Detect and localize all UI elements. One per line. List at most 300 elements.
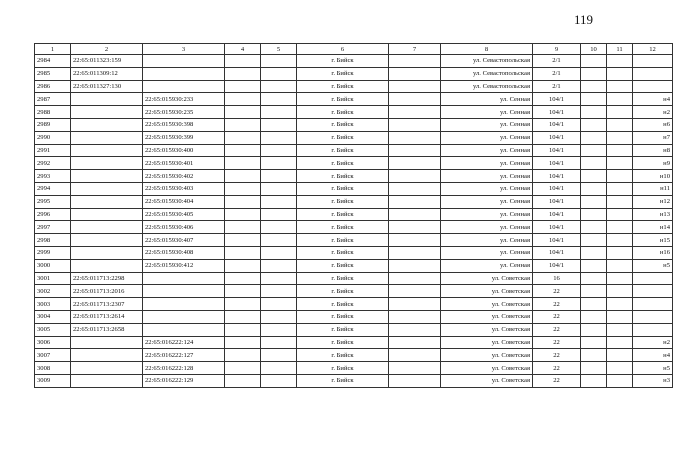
cadastral-number-premises: 22:65:015930:400 xyxy=(143,144,225,157)
table-row xyxy=(35,272,673,285)
room-number-cell xyxy=(633,55,673,68)
house-number-cell: 104/1 xyxy=(533,157,581,170)
cadastral-number-land xyxy=(71,259,143,272)
street-cell: ул. Сенная xyxy=(441,157,533,170)
row-number: 3009 xyxy=(35,374,71,387)
row-number: 2986 xyxy=(35,80,71,93)
cell-col-10 xyxy=(581,310,607,323)
cell-col-5 xyxy=(261,106,297,119)
cell-col-7 xyxy=(389,182,441,195)
cadastral-number-premises xyxy=(143,55,225,68)
city-cell: г. Бийск xyxy=(297,182,389,195)
city-cell: г. Бийск xyxy=(297,67,389,80)
table-row xyxy=(35,336,673,349)
house-number-cell: 22 xyxy=(533,310,581,323)
room-number-cell: н2 xyxy=(633,336,673,349)
cell-col-11 xyxy=(607,336,633,349)
house-number-cell: 104/1 xyxy=(533,106,581,119)
city-cell: г. Бийск xyxy=(297,246,389,259)
row-number: 3007 xyxy=(35,349,71,362)
cadastral-number-land xyxy=(71,93,143,106)
table-row xyxy=(35,323,673,336)
cell-col-10 xyxy=(581,157,607,170)
house-number-cell: 104/1 xyxy=(533,131,581,144)
street-cell: ул. Сенная xyxy=(441,208,533,221)
cell-col-10 xyxy=(581,144,607,157)
cell-col-5 xyxy=(261,285,297,298)
cadastral-number-land: 22:65:011327:130 xyxy=(71,80,143,93)
city-cell: г. Бийск xyxy=(297,157,389,170)
cadastral-number-premises: 22:65:015930:403 xyxy=(143,182,225,195)
cell-col-10 xyxy=(581,182,607,195)
cadastral-number-premises: 22:65:015930:406 xyxy=(143,221,225,234)
street-cell: ул. Сенная xyxy=(441,195,533,208)
cell-col-11 xyxy=(607,208,633,221)
cell-col-4 xyxy=(225,349,261,362)
table-row xyxy=(35,374,673,387)
cadastral-number-land xyxy=(71,374,143,387)
cell-col-10 xyxy=(581,234,607,247)
cadastral-number-land xyxy=(71,221,143,234)
street-cell: ул. Сенная xyxy=(441,144,533,157)
cadastral-number-premises xyxy=(143,310,225,323)
cell-col-5 xyxy=(261,208,297,221)
cell-col-11 xyxy=(607,144,633,157)
cadastral-number-premises xyxy=(143,298,225,311)
cell-col-7 xyxy=(389,323,441,336)
city-cell: г. Бийск xyxy=(297,80,389,93)
table-row xyxy=(35,221,673,234)
cadastral-number-land: 22:65:011713:2658 xyxy=(71,323,143,336)
house-number-cell: 22 xyxy=(533,298,581,311)
cell-col-4 xyxy=(225,362,261,375)
cadastral-number-land xyxy=(71,170,143,183)
city-cell: г. Бийск xyxy=(297,310,389,323)
column-header: 7 xyxy=(389,44,441,55)
cell-col-4 xyxy=(225,298,261,311)
cell-col-7 xyxy=(389,272,441,285)
room-number-cell: н6 xyxy=(633,118,673,131)
table-row xyxy=(35,157,673,170)
cell-col-7 xyxy=(389,374,441,387)
street-cell: ул. Советская xyxy=(441,362,533,375)
cadastral-number-premises: 22:65:015930:412 xyxy=(143,259,225,272)
cell-col-7 xyxy=(389,131,441,144)
house-number-cell: 104/1 xyxy=(533,195,581,208)
table-row xyxy=(35,208,673,221)
cell-col-5 xyxy=(261,259,297,272)
room-number-cell xyxy=(633,310,673,323)
cell-col-4 xyxy=(225,106,261,119)
cell-col-7 xyxy=(389,259,441,272)
cell-col-11 xyxy=(607,182,633,195)
cadastral-number-land xyxy=(71,349,143,362)
row-number: 2999 xyxy=(35,246,71,259)
room-number-cell: н4 xyxy=(633,93,673,106)
cell-col-4 xyxy=(225,374,261,387)
cell-col-4 xyxy=(225,221,261,234)
cell-col-5 xyxy=(261,298,297,311)
city-cell: г. Бийск xyxy=(297,106,389,119)
street-cell: ул. Советская xyxy=(441,272,533,285)
cadastral-number-land xyxy=(71,234,143,247)
cell-col-10 xyxy=(581,106,607,119)
row-number: 2995 xyxy=(35,195,71,208)
cadastral-number-land: 22:65:011713:2307 xyxy=(71,298,143,311)
cadastral-number-premises: 22:65:015930:233 xyxy=(143,93,225,106)
table-row xyxy=(35,182,673,195)
cadastral-number-land xyxy=(71,106,143,119)
cell-col-11 xyxy=(607,106,633,119)
row-number: 3000 xyxy=(35,259,71,272)
cell-col-5 xyxy=(261,336,297,349)
street-cell: ул. Сенная xyxy=(441,118,533,131)
cadastral-number-land xyxy=(71,246,143,259)
street-cell: ул. Советская xyxy=(441,285,533,298)
cell-col-7 xyxy=(389,55,441,68)
city-cell: г. Бийск xyxy=(297,336,389,349)
cadastral-number-premises xyxy=(143,272,225,285)
cell-col-4 xyxy=(225,93,261,106)
room-number-cell xyxy=(633,272,673,285)
cell-col-4 xyxy=(225,310,261,323)
room-number-cell: н14 xyxy=(633,221,673,234)
cell-col-7 xyxy=(389,246,441,259)
cell-col-11 xyxy=(607,374,633,387)
table-row xyxy=(35,55,673,68)
cell-col-4 xyxy=(225,195,261,208)
cadastral-number-land xyxy=(71,336,143,349)
column-header: 3 xyxy=(143,44,225,55)
house-number-cell: 104/1 xyxy=(533,93,581,106)
cell-col-10 xyxy=(581,118,607,131)
room-number-cell: н9 xyxy=(633,157,673,170)
house-number-cell: 104/1 xyxy=(533,221,581,234)
row-number: 3006 xyxy=(35,336,71,349)
city-cell: г. Бийск xyxy=(297,285,389,298)
room-number-cell: н15 xyxy=(633,234,673,247)
street-cell: ул. Сенная xyxy=(441,131,533,144)
column-header: 2 xyxy=(71,44,143,55)
cell-col-4 xyxy=(225,336,261,349)
city-cell: г. Бийск xyxy=(297,131,389,144)
cell-col-7 xyxy=(389,349,441,362)
city-cell: г. Бийск xyxy=(297,374,389,387)
cell-col-4 xyxy=(225,259,261,272)
cell-col-11 xyxy=(607,170,633,183)
table-row xyxy=(35,310,673,323)
house-number-cell: 2/1 xyxy=(533,55,581,68)
city-cell: г. Бийск xyxy=(297,234,389,247)
cell-col-5 xyxy=(261,374,297,387)
cell-col-5 xyxy=(261,80,297,93)
cadastral-number-land: 22:65:011713:2016 xyxy=(71,285,143,298)
street-cell: ул. Сенная xyxy=(441,182,533,195)
house-number-cell: 16 xyxy=(533,272,581,285)
street-cell: ул. Советская xyxy=(441,374,533,387)
room-number-cell: н4 xyxy=(633,349,673,362)
cell-col-5 xyxy=(261,323,297,336)
cell-col-5 xyxy=(261,144,297,157)
table-row xyxy=(35,131,673,144)
cell-col-5 xyxy=(261,67,297,80)
cell-col-7 xyxy=(389,234,441,247)
table-row xyxy=(35,234,673,247)
table-row xyxy=(35,106,673,119)
row-number: 2992 xyxy=(35,157,71,170)
row-number: 2996 xyxy=(35,208,71,221)
city-cell: г. Бийск xyxy=(297,208,389,221)
city-cell: г. Бийск xyxy=(297,55,389,68)
street-cell: ул. Сенная xyxy=(441,259,533,272)
cell-col-10 xyxy=(581,55,607,68)
room-number-cell: н13 xyxy=(633,208,673,221)
row-number: 2985 xyxy=(35,67,71,80)
cell-col-5 xyxy=(261,131,297,144)
cadastral-number-premises: 22:65:015930:399 xyxy=(143,131,225,144)
cadastral-number-land: 22:65:011713:2614 xyxy=(71,310,143,323)
city-cell: г. Бийск xyxy=(297,272,389,285)
cell-col-4 xyxy=(225,246,261,259)
cadastral-number-land: 22:65:011323:159 xyxy=(71,55,143,68)
cell-col-4 xyxy=(225,285,261,298)
cell-col-5 xyxy=(261,118,297,131)
column-header: 4 xyxy=(225,44,261,55)
cell-col-5 xyxy=(261,362,297,375)
cell-col-10 xyxy=(581,323,607,336)
cell-col-7 xyxy=(389,118,441,131)
table-row xyxy=(35,93,673,106)
cell-col-4 xyxy=(225,208,261,221)
cell-col-4 xyxy=(225,170,261,183)
street-cell: ул. Советская xyxy=(441,310,533,323)
cell-col-5 xyxy=(261,349,297,362)
cadastral-number-land xyxy=(71,208,143,221)
cell-col-10 xyxy=(581,349,607,362)
cell-col-10 xyxy=(581,221,607,234)
cell-col-5 xyxy=(261,157,297,170)
room-number-cell: н5 xyxy=(633,362,673,375)
cell-col-7 xyxy=(389,157,441,170)
table-row xyxy=(35,80,673,93)
street-cell: ул. Советская xyxy=(441,349,533,362)
cadastral-number-premises: 22:65:016222:124 xyxy=(143,336,225,349)
cadastral-number-land xyxy=(71,157,143,170)
cell-col-4 xyxy=(225,182,261,195)
table-row xyxy=(35,195,673,208)
cell-col-4 xyxy=(225,55,261,68)
cell-col-4 xyxy=(225,323,261,336)
cell-col-4 xyxy=(225,131,261,144)
cell-col-4 xyxy=(225,118,261,131)
column-number-header xyxy=(35,44,673,55)
house-number-cell: 104/1 xyxy=(533,144,581,157)
street-cell: ул. Севастопольская xyxy=(441,80,533,93)
room-number-cell: н7 xyxy=(633,131,673,144)
cadastral-number-premises: 22:65:015930:235 xyxy=(143,106,225,119)
house-number-cell: 22 xyxy=(533,323,581,336)
cell-col-11 xyxy=(607,67,633,80)
column-header: 11 xyxy=(607,44,633,55)
room-number-cell: н2 xyxy=(633,106,673,119)
cadastral-number-premises: 22:65:016222:128 xyxy=(143,362,225,375)
column-header: 10 xyxy=(581,44,607,55)
house-number-cell: 104/1 xyxy=(533,170,581,183)
cell-col-10 xyxy=(581,67,607,80)
room-number-cell: н12 xyxy=(633,195,673,208)
row-number: 2991 xyxy=(35,144,71,157)
cell-col-10 xyxy=(581,80,607,93)
street-cell: ул. Сенная xyxy=(441,106,533,119)
cell-col-10 xyxy=(581,272,607,285)
cadastral-number-premises: 22:65:015930:408 xyxy=(143,246,225,259)
cell-col-11 xyxy=(607,157,633,170)
cell-col-7 xyxy=(389,221,441,234)
street-cell: ул. Сенная xyxy=(441,234,533,247)
cell-col-5 xyxy=(261,170,297,183)
cell-col-10 xyxy=(581,285,607,298)
row-number: 2993 xyxy=(35,170,71,183)
city-cell: г. Бийск xyxy=(297,195,389,208)
cell-col-10 xyxy=(581,131,607,144)
cadastral-number-land xyxy=(71,195,143,208)
row-number: 3003 xyxy=(35,298,71,311)
room-number-cell xyxy=(633,285,673,298)
cadastral-number-premises: 22:65:015930:402 xyxy=(143,170,225,183)
cell-col-5 xyxy=(261,55,297,68)
room-number-cell xyxy=(633,323,673,336)
street-cell: ул. Севастопольская xyxy=(441,55,533,68)
street-cell: ул. Севастопольская xyxy=(441,67,533,80)
cell-col-7 xyxy=(389,208,441,221)
row-number: 3008 xyxy=(35,362,71,375)
room-number-cell: н5 xyxy=(633,259,673,272)
cadastral-number-premises: 22:65:015930:405 xyxy=(143,208,225,221)
street-cell: ул. Сенная xyxy=(441,246,533,259)
house-number-cell: 104/1 xyxy=(533,118,581,131)
cadastral-number-premises xyxy=(143,80,225,93)
cell-col-11 xyxy=(607,246,633,259)
cell-col-10 xyxy=(581,259,607,272)
column-header: 9 xyxy=(533,44,581,55)
street-cell: ул. Сенная xyxy=(441,170,533,183)
row-number: 2987 xyxy=(35,93,71,106)
street-cell: ул. Советская xyxy=(441,336,533,349)
cell-col-10 xyxy=(581,374,607,387)
cell-col-5 xyxy=(261,195,297,208)
cell-col-10 xyxy=(581,93,607,106)
cell-col-5 xyxy=(261,272,297,285)
row-number: 2997 xyxy=(35,221,71,234)
row-number: 3005 xyxy=(35,323,71,336)
cell-col-10 xyxy=(581,336,607,349)
row-number: 2988 xyxy=(35,106,71,119)
column-header: 12 xyxy=(633,44,673,55)
cell-col-11 xyxy=(607,195,633,208)
cell-col-4 xyxy=(225,144,261,157)
table-row xyxy=(35,362,673,375)
cell-col-11 xyxy=(607,118,633,131)
cadastral-number-land xyxy=(71,182,143,195)
room-number-cell xyxy=(633,67,673,80)
cell-col-10 xyxy=(581,195,607,208)
page-number: 119 xyxy=(574,12,594,27)
cell-col-4 xyxy=(225,272,261,285)
cadastral-number-land: 22:65:011713:2298 xyxy=(71,272,143,285)
table-row xyxy=(35,144,673,157)
cell-col-11 xyxy=(607,55,633,68)
cell-col-5 xyxy=(261,182,297,195)
cell-col-5 xyxy=(261,234,297,247)
room-number-cell: н10 xyxy=(633,170,673,183)
cell-col-11 xyxy=(607,234,633,247)
city-cell: г. Бийск xyxy=(297,144,389,157)
room-number-cell xyxy=(633,298,673,311)
cell-col-11 xyxy=(607,285,633,298)
cell-col-10 xyxy=(581,246,607,259)
street-cell: ул. Сенная xyxy=(441,221,533,234)
city-cell: г. Бийск xyxy=(297,118,389,131)
city-cell: г. Бийск xyxy=(297,259,389,272)
cell-col-7 xyxy=(389,67,441,80)
row-number: 2998 xyxy=(35,234,71,247)
cadastral-number-premises: 22:65:015930:401 xyxy=(143,157,225,170)
cadastral-number-premises xyxy=(143,285,225,298)
cadastral-number-premises: 22:65:015930:407 xyxy=(143,234,225,247)
city-cell: г. Бийск xyxy=(297,298,389,311)
city-cell: г. Бийск xyxy=(297,93,389,106)
table-row xyxy=(35,298,673,311)
cell-col-11 xyxy=(607,93,633,106)
cell-col-10 xyxy=(581,298,607,311)
table-row xyxy=(35,259,673,272)
house-number-cell: 22 xyxy=(533,374,581,387)
cell-col-7 xyxy=(389,195,441,208)
street-cell: ул. Советская xyxy=(441,298,533,311)
cadastral-number-premises: 22:65:015930:398 xyxy=(143,118,225,131)
cell-col-7 xyxy=(389,285,441,298)
house-number-cell: 2/1 xyxy=(533,80,581,93)
city-cell: г. Бийск xyxy=(297,170,389,183)
cell-col-4 xyxy=(225,80,261,93)
row-number: 2994 xyxy=(35,182,71,195)
city-cell: г. Бийск xyxy=(297,323,389,336)
cell-col-7 xyxy=(389,298,441,311)
table-row xyxy=(35,285,673,298)
cell-col-10 xyxy=(581,170,607,183)
cell-col-11 xyxy=(607,298,633,311)
cell-col-11 xyxy=(607,80,633,93)
cell-col-5 xyxy=(261,93,297,106)
house-number-cell: 22 xyxy=(533,336,581,349)
cell-col-5 xyxy=(261,221,297,234)
house-number-cell: 104/1 xyxy=(533,208,581,221)
cadastral-number-land xyxy=(71,144,143,157)
room-number-cell: н3 xyxy=(633,374,673,387)
row-number: 2984 xyxy=(35,55,71,68)
cell-col-7 xyxy=(389,144,441,157)
cell-col-11 xyxy=(607,131,633,144)
room-number-cell xyxy=(633,80,673,93)
cell-col-7 xyxy=(389,93,441,106)
cell-col-7 xyxy=(389,106,441,119)
house-number-cell: 104/1 xyxy=(533,259,581,272)
room-number-cell: н16 xyxy=(633,246,673,259)
cell-col-7 xyxy=(389,362,441,375)
cell-col-5 xyxy=(261,310,297,323)
city-cell: г. Бийск xyxy=(297,221,389,234)
cadastral-number-land xyxy=(71,131,143,144)
